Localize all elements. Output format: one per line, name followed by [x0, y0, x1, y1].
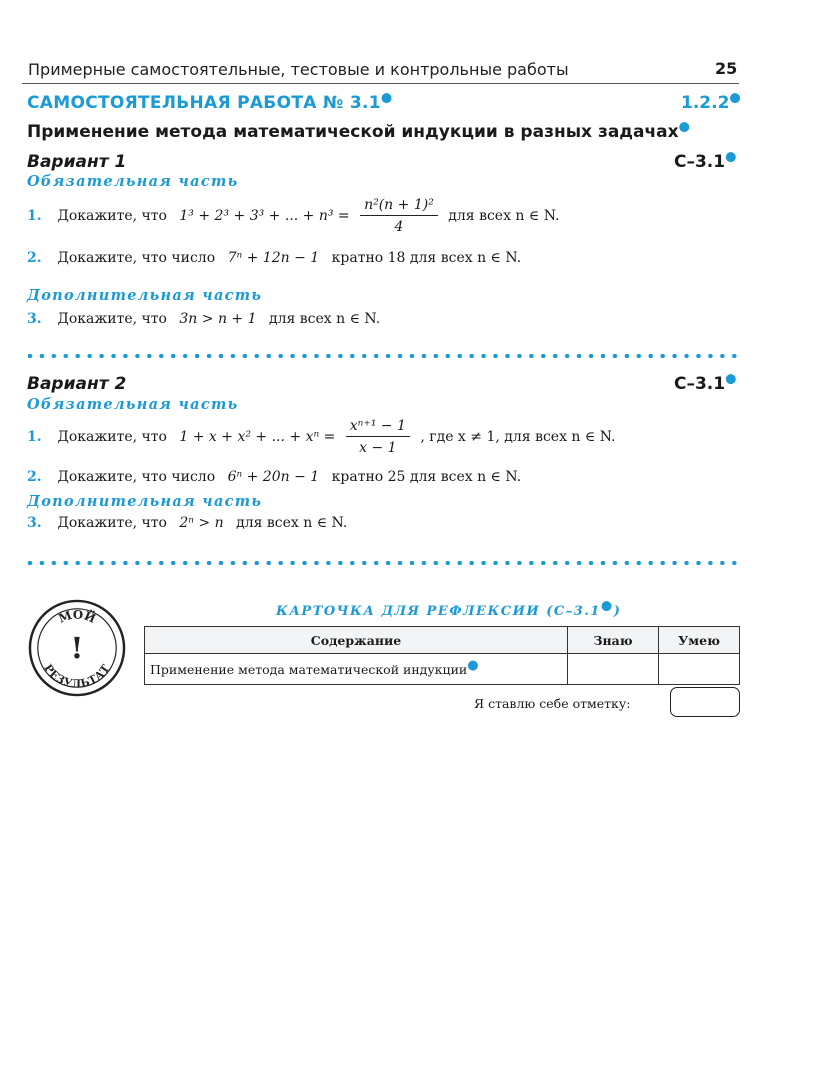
variant-1-required-label: Обязательная часть: [27, 173, 239, 190]
reflection-table: [144, 626, 740, 685]
self-mark-box[interactable]: [670, 687, 740, 717]
reflection-card-title: КАРТОЧКА ДЛЯ РЕФЛЕКСИИ (С–3.1●): [276, 598, 622, 619]
variant-2-label: Вариант 2: [27, 374, 127, 394]
dotted-separator: [24, 354, 740, 358]
know-checkbox-cell[interactable]: [568, 654, 659, 685]
fraction: $\frac{\text{n²(n + 1)²}}{4}$: [360, 197, 438, 235]
work-code: 1.2.2●: [681, 90, 741, 113]
self-mark-label: Я ставлю себе отметку:: [474, 696, 631, 711]
dotted-separator: [24, 561, 740, 565]
topic-title: Применение метода математической индукции в разных задачах●: [27, 119, 690, 142]
variant-1-task-2: 2. Докажите, что число 7ⁿ + 12n − 1 кратно 18 для всех n ∈ N.: [27, 250, 522, 266]
column-header: Содержание: [145, 627, 568, 654]
table-row: [145, 654, 740, 685]
variant-1-optional-label: Дополнительная часть: [27, 287, 263, 304]
variant-1-task-3: 3. Докажите, что 3n > n + 1 для всех n ∈ N.: [27, 311, 381, 327]
table-cell: Применение метода математической индукции●: [145, 654, 568, 685]
variant-2-optional-label: Дополнительная часть: [27, 493, 263, 510]
page-number: 25: [715, 59, 738, 78]
variant-2-task-2: 2. Докажите, что число 6ⁿ + 20n − 1 кратно 25 для всех n ∈ N.: [27, 469, 522, 485]
column-header: Знаю: [568, 627, 659, 654]
header-rule: [22, 83, 739, 84]
running-title: Примерные самостоятельные, тестовые и контрольные работы: [28, 60, 569, 79]
variant-1-label: Вариант 1: [27, 152, 127, 172]
variant-2-task-1: 1. Докажите, что 1 + x + x² + ... + xⁿ = $\frac{\text{xⁿ⁺¹ − 1}}{x - 1}$ , где x ≠ 1, для всех n ∈ N.: [27, 418, 616, 456]
svg-text:!: !: [70, 629, 84, 665]
variant-1-task-1: 1. Докажите, что 1³ + 2³ + 3³ + ... + n³ = $\frac{\text{n²(n + 1)²}}{4}$ для всех n ∈ N.: [27, 197, 560, 235]
column-header: Умею: [659, 627, 740, 654]
work-title: САМОСТОЯТЕЛЬНАЯ РАБОТА № 3.1●: [27, 90, 393, 113]
my-result-stamp-icon: [28, 599, 126, 697]
variant-2-task-3: 3. Докажите, что 2ⁿ > n для всех n ∈ N.: [27, 515, 348, 531]
bullet-icon: ●: [729, 90, 741, 106]
variant-1-code: С–3.1●: [674, 149, 737, 172]
variant-2-code: С–3.1●: [674, 371, 737, 394]
bullet-icon: ●: [678, 119, 690, 135]
svg-text:МОЙ: МОЙ: [56, 607, 98, 626]
bullet-icon: ●: [467, 657, 479, 673]
svg-text:РЕЗУЛЬТАТ: РЕЗУЛЬТАТ: [41, 661, 113, 691]
bullet-icon: ●: [725, 149, 737, 165]
variant-2-required-label: Обязательная часть: [27, 396, 239, 413]
bullet-icon: ●: [380, 90, 393, 106]
can-checkbox-cell[interactable]: [659, 654, 740, 685]
bullet-icon: ●: [600, 598, 614, 614]
table-header-row: [145, 627, 740, 654]
bullet-icon: ●: [725, 371, 737, 387]
fraction: $\frac{\text{xⁿ⁺¹ − 1}}{x - 1}$: [346, 418, 410, 456]
